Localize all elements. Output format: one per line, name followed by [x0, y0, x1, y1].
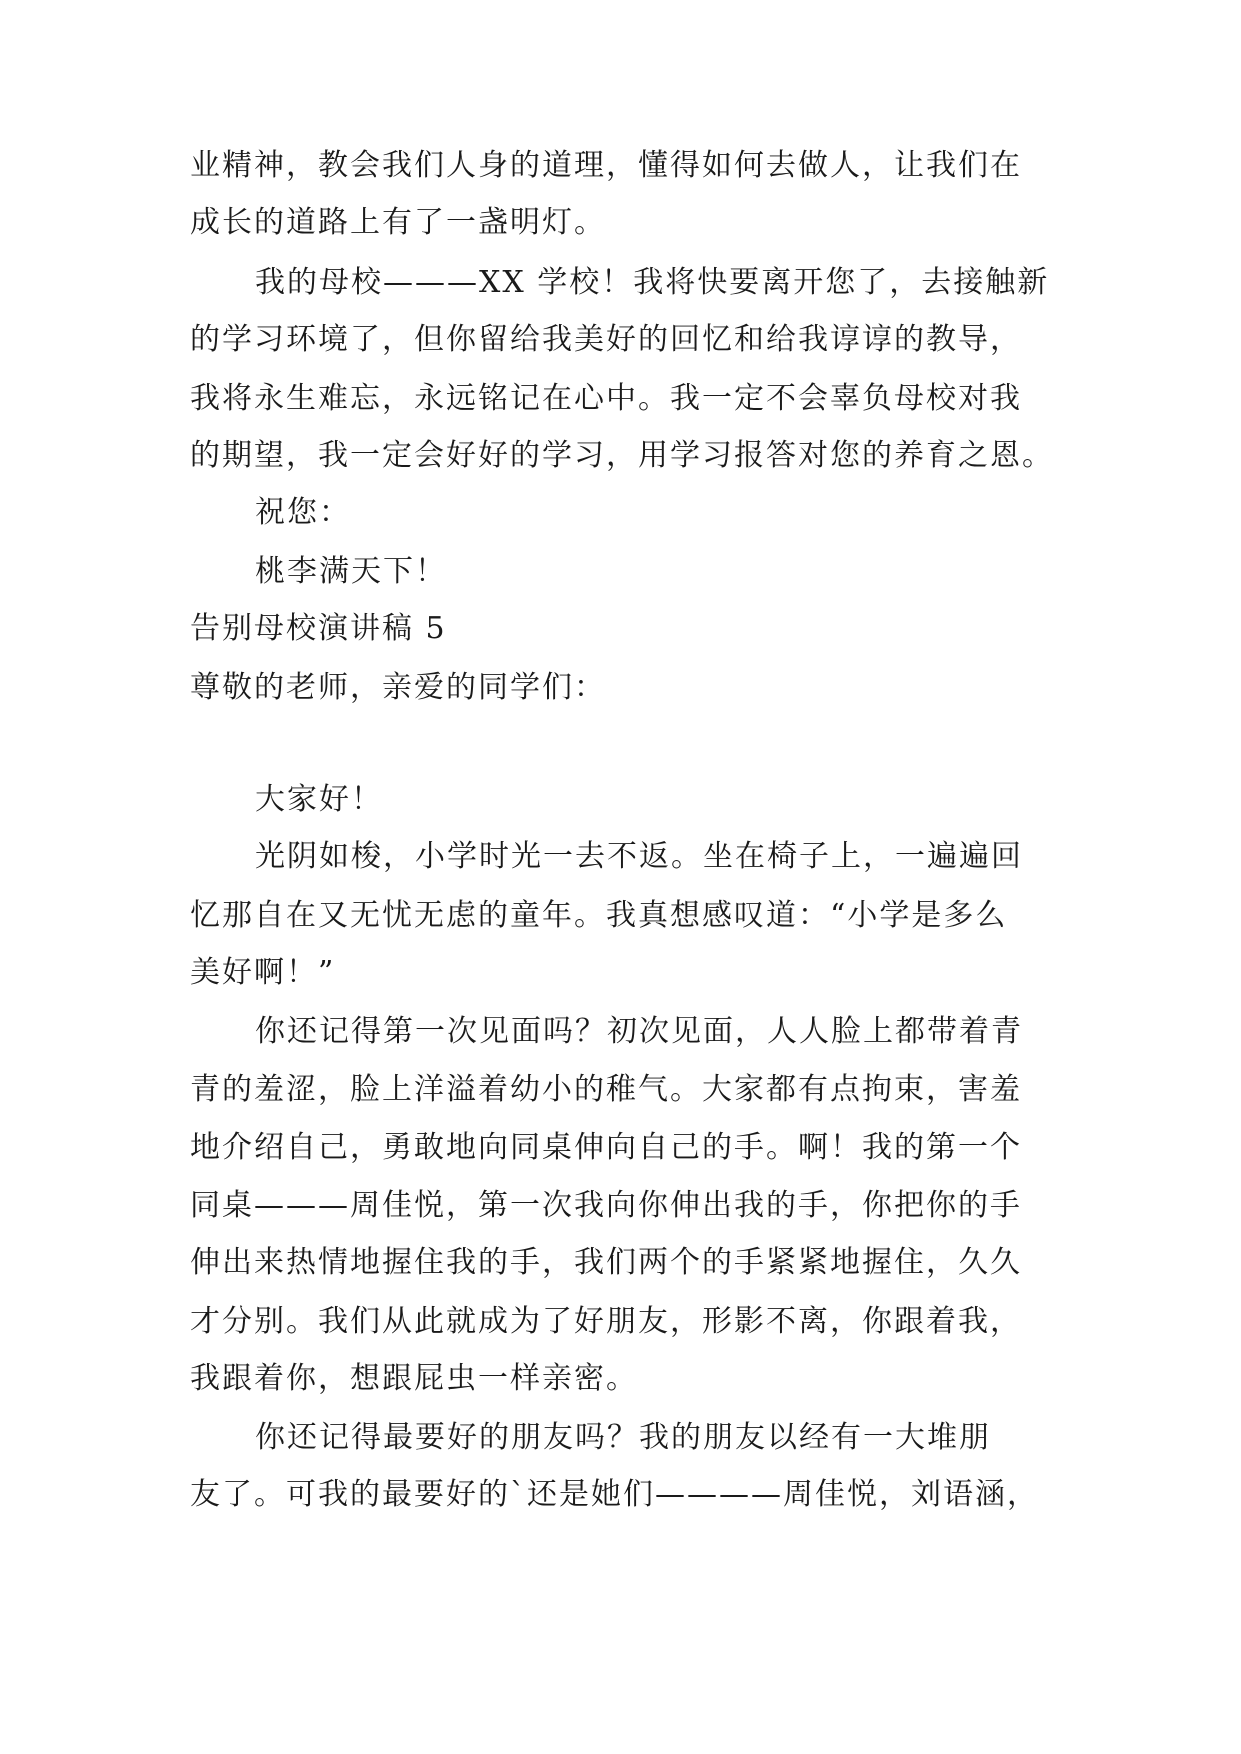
text-line: 你还记得最要好的朋友吗？我的朋友以经有一大堆朋 [255, 1420, 991, 1455]
text-line: 同桌———周佳悦，第一次我向你伸出我的手，你把你的手 [190, 1188, 1022, 1223]
text-line: 我将永生难忘，永远铭记在心中。我一定不会辜负母校对我 [190, 381, 1022, 416]
text-line: 业精神，教会我们人身的道理，懂得如何去做人，让我们在 [190, 148, 1022, 183]
text-line: 祝您： [255, 495, 351, 530]
text-line: 地介绍自己，勇敢地向同桌伸向自己的手。啊！我的第一个 [190, 1130, 1022, 1165]
salutation: 尊敬的老师，亲爱的同学们： [190, 670, 606, 705]
text-line: 成长的道路上有了一盏明灯。 [190, 205, 606, 240]
text-line: 我的母校———XX 学校！我将快要离开您了，去接触新 [255, 265, 1050, 300]
text-line: 友了。可我的最要好的`还是她们————周佳悦，刘语涵， [190, 1477, 1039, 1512]
section-heading: 告别母校演讲稿 5 [190, 611, 447, 646]
text-line: 桃李满天下！ [255, 554, 447, 589]
text-line: 才分别。我们从此就成为了好朋友，形影不离，你跟着我， [190, 1304, 1022, 1339]
text-line: 的期望，我一定会好好的学习，用学习报答对您的养育之恩。 [190, 438, 1054, 473]
text-line: 的学习环境了，但你留给我美好的回忆和给我谆谆的教导， [190, 322, 1022, 357]
text-line: 忆那自在又无忧无虑的童年。我真想感叹道：“小学是多么 [190, 898, 1008, 933]
text-line: 大家好！ [255, 782, 383, 817]
text-line: 青的羞涩，脸上洋溢着幼小的稚气。大家都有点拘束，害羞 [190, 1072, 1022, 1107]
text-line: 美好啊！” [190, 955, 336, 990]
text-line: 伸出来热情地握住我的手，我们两个的手紧紧地握住，久久 [190, 1245, 1022, 1280]
text-line: 你还记得第一次见面吗？初次见面，人人脸上都带着青 [255, 1014, 1023, 1049]
text-line: 我跟着你，想跟屁虫一样亲密。 [190, 1361, 638, 1396]
text-line: 光阴如梭，小学时光一去不返。坐在椅子上，一遍遍回 [255, 839, 1023, 874]
